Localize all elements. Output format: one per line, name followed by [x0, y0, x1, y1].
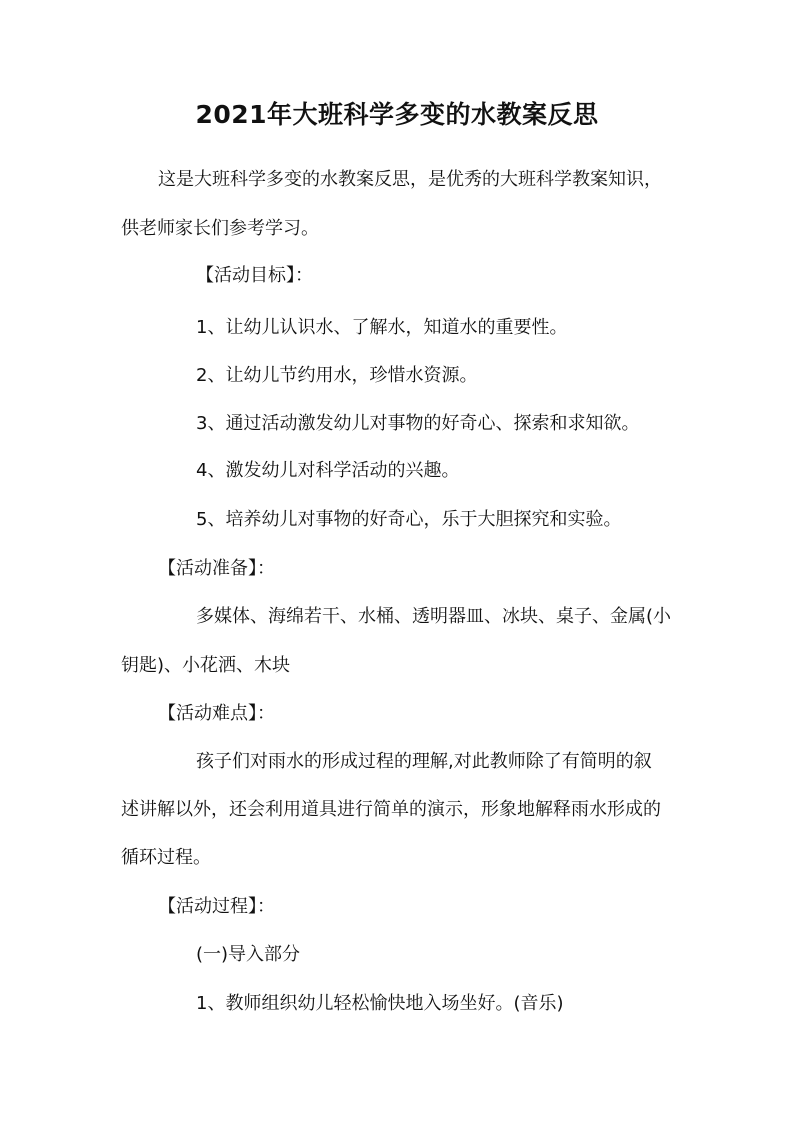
goal-item-3: 3、通过活动激发幼儿对事物的好奇心、探索和求知欲。 — [196, 413, 640, 434]
goal-item-4: 4、激发幼儿对科学活动的兴趣。 — [196, 460, 460, 481]
difficulty-line-1: 孩子们对雨水的形成过程的理解,对此教师除了有简明的叙 — [196, 751, 652, 772]
goal-item-1: 1、让幼儿认识水、了解水，知道水的重要性。 — [196, 317, 568, 338]
intro-line-2: 供老师家长们参考学习。 — [121, 218, 319, 239]
process-part-label: (一)导入部分 — [196, 944, 301, 965]
process-step-1: 1、教师组织幼儿轻松愉快地入场坐好。(音乐) — [196, 993, 564, 1014]
goal-item-2: 2、让幼儿节约用水，珍惜水资源。 — [196, 365, 478, 386]
goals-heading: 【活动目标】： — [196, 265, 313, 286]
intro-line-1: 这是大班科学多变的水教案反思，是优秀的大班科学教案知识， — [158, 169, 662, 190]
prep-line-2: 钥匙)、小花洒、木块 — [121, 655, 291, 676]
prep-line-1: 多媒体、海绵若干、水桶、透明器皿、冰块、桌子、金属(小 — [196, 606, 672, 627]
prep-heading: 【活动准备】： — [158, 558, 275, 579]
goal-item-5: 5、培养幼儿对事物的好奇心，乐于大胆探究和实验。 — [196, 509, 622, 530]
process-heading: 【活动过程】： — [158, 896, 275, 917]
page-title: 2021年大班科学多变的水教案反思 — [195, 100, 599, 129]
difficulty-line-3: 循环过程。 — [121, 847, 211, 868]
difficulty-heading: 【活动难点】： — [158, 703, 275, 724]
difficulty-line-2: 述讲解以外，还会利用道具进行简单的演示，形象地解释雨水形成的 — [121, 799, 661, 820]
